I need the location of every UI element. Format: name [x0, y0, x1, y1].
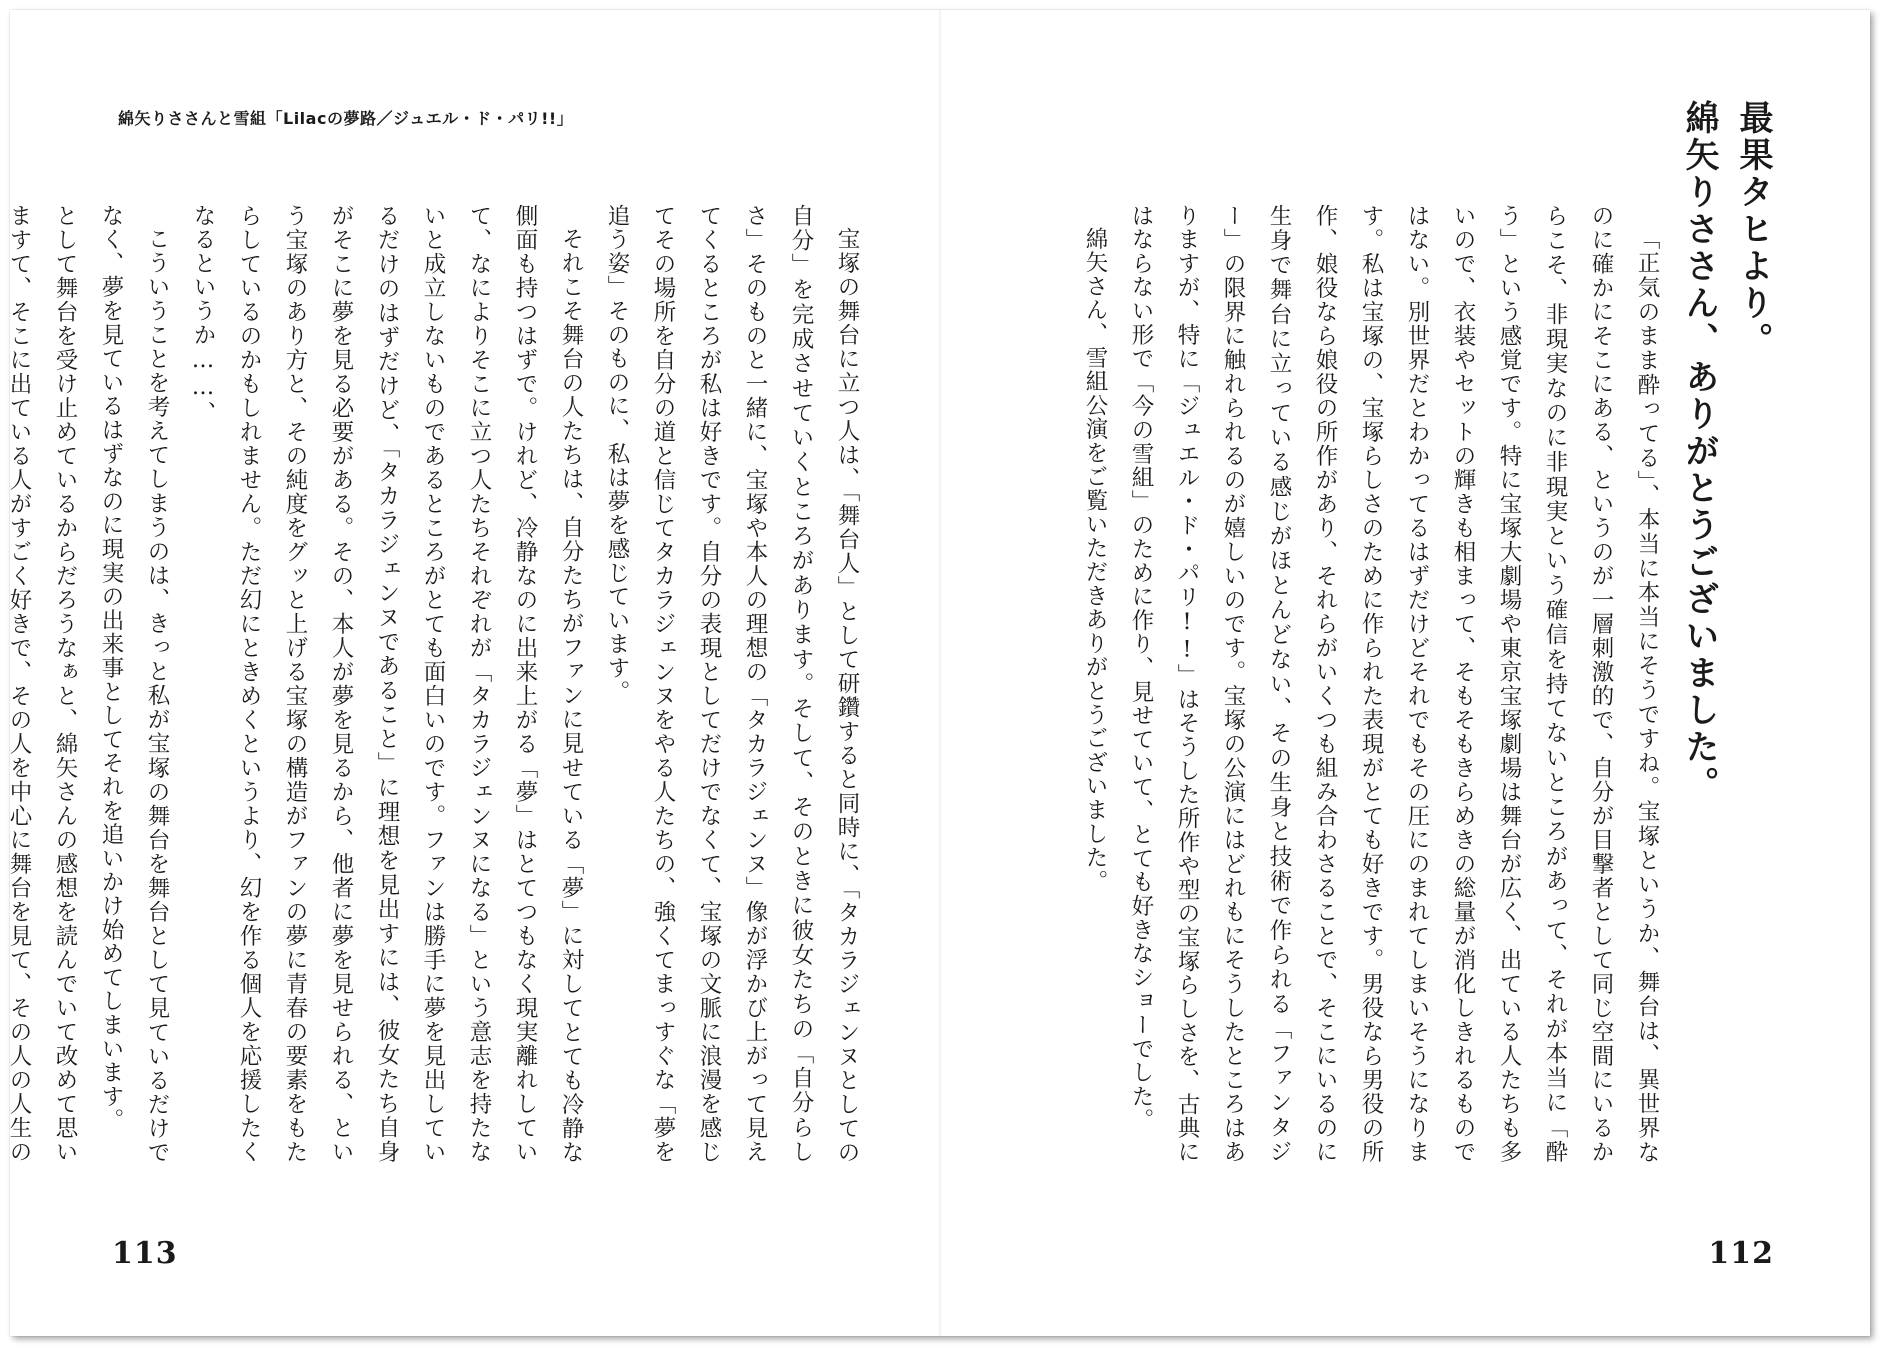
running-head: 綿矢りささんと雪組「Lilacの夢路／ジュエル・ド・パリ!!」	[118, 109, 574, 128]
left-page	[6, 10, 940, 1336]
paragraph: 綿矢さん、雪組公演をご覧いただきありがとうございました。	[1082, 226, 1108, 893]
book-spread	[6, 10, 1870, 1336]
paragraph: 「正気のまま酔ってる」、本当に本当にそうですね。宝塚というか、舞台は、異世界なのに確かにそこにある、というのが一層刺激的で、自分が目撃者として同じ空間にいるからこそ、非現実なのに非現実という確信を持てないところがあって、それが本当に「酔う」という感覚です。特に宝塚大劇場や東京宝塚劇場は舞台が広く、出ている人たちも多いので、衣装やセットの輝きも相まって、そもそもきらめきの総量が消化しきれるものではない。別世界だとわかってるはずだけどそれでもその圧にのまれてしまいそうになります。私は宝塚の、宝塚らしさのために作られた表現がとても好きです。男役なら男役の所作、娘役なら娘役の所作があり、それらがいくつも組み合わさることで、そこにいるのに生身で舞台に立っている感じがほとんどない、その生身と技術で作られる「ファンタジー」の限界に触れられるのが嬉しいのです。宝塚の公演にはどれもにそうしたところはありますが、特に「ジュエル・ド・パリ!!」はそうした所作や型の宝塚らしさを、古典にはならない形で「今の雪組」のために作り、見せていて、とても好きなショーでした。	[1128, 204, 1660, 1164]
right-body-text	[1072, 204, 1670, 1164]
paragraph: それこそ舞台の人たちは、自分たちがファンに見せている「夢」に対してとても冷静な側面も持つはずで。けれど、冷静なのに出来上がる「夢」はとてつもなく現実離れしていて、なによりそこに立つ人たちそれぞれが「タカラジェンヌになる」という意志を持たないと成立しないものであるところがとても面白いのです。ファンは勝手に夢を見出しているだけのはずだけど、「タカラジェンヌであること」に理想を見出すには、彼女たち自身がそこに夢を見る必要がある。その、本人が夢を見るから、他者に夢を見せられる、という宝塚のあり方と、その純度をグッと上げる宝塚の構造がファンの夢に青春の要素をもたらしているのかもしれません。ただ幻にときめくというより、幻を作る個人を応援したくなるというか……、	[190, 204, 584, 1164]
page-number-right: 112	[1708, 1236, 1774, 1271]
headline-line-1: 最果タヒより。	[1733, 100, 1773, 359]
paragraph: こういうことを考えてしまうのは、きっと私が宝塚の舞台を舞台として見ているだけでなく、夢を見ているはずなのに現実の出来事としてそれを追いかけ始めてしまいます。	[98, 204, 170, 1164]
paragraph: 宝塚の舞台に立つ人は、「舞台人」として研鑽すると同時に、「タカラジェンヌとしての自分」を完成させていくところがあります。そして、そのときに彼女たちの「自分らしさ」そのものと一緒に、宝塚や本人の理想の「タカラジェンヌ」像が浮かび上がって見えてくるところが私は好きです。自分の表現としてだけでなくて、宝塚の文脈に浪漫を感じてその場所を自分の道と信じてタカラジェンヌをやる人たちの、強くてまっすぐな「夢を追う姿」そのものに、私は夢を感じています。	[604, 204, 860, 1164]
right-page	[940, 10, 1870, 1336]
left-body-text	[0, 204, 870, 1164]
paragraph: として舞台を受け止めているからだろうなぁと、綿矢さんの感想を読んでいて改めて思いますて、そこに出ている人がすごく好きで、その人を中心に舞台を見て、その人の人生の	[6, 204, 78, 1164]
page-number-left: 113	[112, 1236, 178, 1271]
headline-line-2: 綿矢りささん、ありがとうございました。	[1679, 100, 1719, 803]
headline	[1672, 100, 1780, 803]
